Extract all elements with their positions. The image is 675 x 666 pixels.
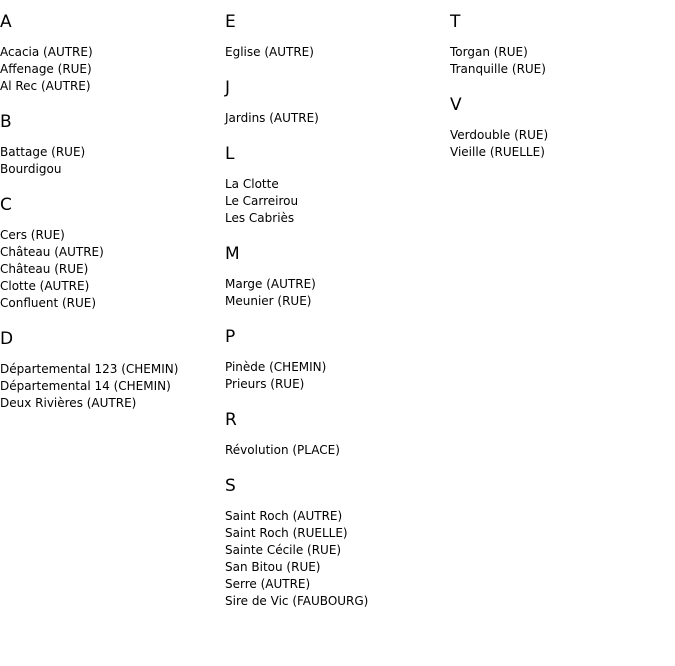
street-item-saint-roch-autre: Saint Roch (AUTRE) bbox=[225, 509, 343, 523]
letter-group-e bbox=[225, 12, 450, 61]
street-item-revolution-place: Révolution (PLACE) bbox=[225, 443, 340, 457]
street-item-departemental-14-chemin: Départemental 14 (CHEMIN) bbox=[0, 379, 171, 393]
street-list bbox=[225, 442, 450, 459]
letter-heading: S bbox=[225, 476, 236, 496]
letter-group-d bbox=[0, 329, 225, 412]
letter-heading: P bbox=[225, 327, 236, 347]
street-item-prieurs-rue: Prieurs (RUE) bbox=[225, 377, 305, 391]
street-list bbox=[225, 508, 450, 610]
street-item-san-bitou-rue: San Bitou (RUE) bbox=[225, 560, 321, 574]
street-list bbox=[0, 227, 225, 312]
letter-heading: R bbox=[225, 410, 237, 430]
index-column-2 bbox=[225, 0, 450, 610]
street-item-eglise-autre: Eglise (AUTRE) bbox=[225, 45, 314, 59]
letter-group-l bbox=[225, 144, 450, 227]
street-item-chateau-autre: Château (AUTRE) bbox=[0, 245, 104, 259]
street-item-saint-roch-ruelle: Saint Roch (RUELLE) bbox=[225, 526, 348, 540]
street-list bbox=[225, 276, 450, 310]
street-list bbox=[225, 44, 450, 61]
street-item-battage-rue: Battage (RUE) bbox=[0, 145, 86, 159]
street-item-torgan-rue: Torgan (RUE) bbox=[450, 45, 528, 59]
letter-heading: E bbox=[225, 12, 236, 32]
street-item-la-clotte: La Clotte bbox=[225, 177, 279, 191]
index-column-3 bbox=[450, 0, 675, 161]
letter-group-j bbox=[225, 78, 450, 127]
street-item-pinede-chemin: Pinède (CHEMIN) bbox=[225, 360, 327, 374]
index-column-1 bbox=[0, 0, 225, 412]
street-list bbox=[0, 361, 225, 412]
letter-heading: C bbox=[0, 195, 12, 215]
street-item-sainte-cecile-rue: Sainte Cécile (RUE) bbox=[225, 543, 342, 557]
street-item-cers-rue: Cers (RUE) bbox=[0, 228, 65, 242]
street-list bbox=[0, 144, 225, 178]
letter-heading: T bbox=[450, 12, 461, 32]
street-item-al-rec-autre: Al Rec (AUTRE) bbox=[0, 79, 91, 93]
street-item-meunier-rue: Meunier (RUE) bbox=[225, 294, 312, 308]
street-item-tranquille-rue: Tranquille (RUE) bbox=[450, 62, 546, 76]
street-item-jardins-autre: Jardins (AUTRE) bbox=[225, 111, 319, 125]
letter-group-c bbox=[0, 195, 225, 312]
street-item-departemental-123-chemin: Départemental 123 (CHEMIN) bbox=[0, 362, 179, 376]
street-list bbox=[225, 359, 450, 393]
street-item-acacia-autre: Acacia (AUTRE) bbox=[0, 45, 93, 59]
letter-heading: A bbox=[0, 12, 12, 32]
street-list bbox=[225, 176, 450, 227]
letter-group-a bbox=[0, 12, 225, 95]
letter-heading: M bbox=[225, 244, 240, 264]
letter-group-p bbox=[225, 327, 450, 393]
letter-heading: V bbox=[450, 95, 462, 115]
letter-heading: D bbox=[0, 329, 14, 349]
street-item-chateau-rue: Château (RUE) bbox=[0, 262, 89, 276]
letter-group-r bbox=[225, 410, 450, 459]
street-item-deux-rivieres-autre: Deux Rivières (AUTRE) bbox=[0, 396, 137, 410]
street-item-clotte-autre: Clotte (AUTRE) bbox=[0, 279, 90, 293]
street-item-confluent-rue: Confluent (RUE) bbox=[0, 296, 97, 310]
letter-group-m bbox=[225, 244, 450, 310]
letter-heading: L bbox=[225, 144, 235, 164]
street-item-marge-autre: Marge (AUTRE) bbox=[225, 277, 316, 291]
letter-group-t bbox=[450, 12, 675, 78]
street-list bbox=[450, 44, 675, 78]
street-item-serre-autre: Serre (AUTRE) bbox=[225, 577, 311, 591]
street-item-verdouble-rue: Verdouble (RUE) bbox=[450, 128, 549, 142]
street-item-bourdigou: Bourdigou bbox=[0, 162, 62, 176]
street-list bbox=[225, 110, 450, 127]
street-list bbox=[450, 127, 675, 161]
letter-heading: B bbox=[0, 112, 12, 132]
letter-heading: J bbox=[225, 78, 231, 98]
letter-group-v bbox=[450, 95, 675, 161]
street-item-sire-de-vic-faubourg: Sire de Vic (FAUBOURG) bbox=[225, 594, 369, 608]
street-list bbox=[0, 44, 225, 95]
letter-group-b bbox=[0, 112, 225, 178]
street-item-affenage-rue: Affenage (RUE) bbox=[0, 62, 92, 76]
street-item-le-carreirou: Le Carreirou bbox=[225, 194, 299, 208]
letter-group-s bbox=[225, 476, 450, 610]
street-item-vieille-ruelle: Vieille (RUELLE) bbox=[450, 145, 545, 159]
street-item-les-cabries: Les Cabriès bbox=[225, 211, 295, 225]
